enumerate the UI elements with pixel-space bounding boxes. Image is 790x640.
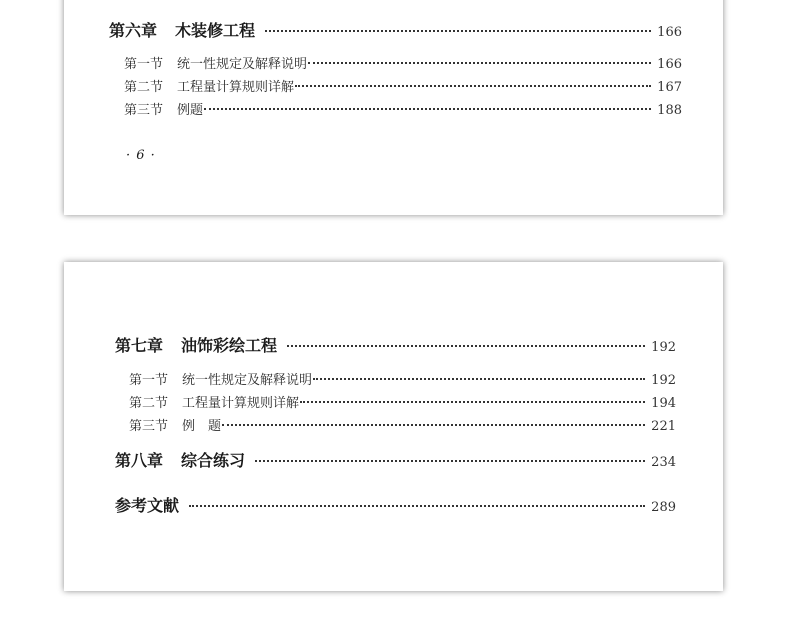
section-number: 第一节 bbox=[129, 373, 169, 388]
chapter-name: 油饰彩绘工程 bbox=[181, 336, 278, 355]
page-number: 192 bbox=[651, 373, 676, 388]
chapter-number: 第八章 bbox=[115, 451, 164, 470]
references-title: 参考文献 bbox=[115, 496, 180, 515]
dot-leader bbox=[300, 401, 645, 403]
toc-section-6-2 bbox=[124, 76, 682, 95]
section-number: 第一节 bbox=[124, 57, 164, 72]
section-number: 第三节 bbox=[129, 419, 169, 434]
toc-section-7-2 bbox=[129, 392, 676, 411]
dot-leader bbox=[308, 62, 651, 64]
dot-leader bbox=[189, 505, 645, 507]
dot-leader bbox=[222, 424, 645, 426]
page-number: 166 bbox=[657, 57, 682, 72]
section-title bbox=[129, 392, 299, 411]
page-number: 166 bbox=[657, 25, 682, 40]
page-number: 194 bbox=[651, 396, 676, 411]
page-number: 192 bbox=[651, 340, 676, 355]
page-number: 188 bbox=[657, 103, 682, 118]
section-title bbox=[124, 99, 203, 118]
section-number: 第二节 bbox=[129, 396, 169, 411]
section-name: 工程量计算规则详解 bbox=[177, 80, 295, 95]
toc-references bbox=[115, 493, 676, 516]
dot-leader bbox=[265, 30, 651, 32]
section-number: 第二节 bbox=[124, 80, 164, 95]
toc-section-6-1 bbox=[124, 53, 682, 72]
chapter-title bbox=[115, 333, 277, 356]
toc-section-7-3 bbox=[129, 415, 676, 434]
chapter-name: 木装修工程 bbox=[175, 21, 256, 40]
chapter-number: 第六章 bbox=[109, 21, 158, 40]
section-number: 第三节 bbox=[124, 103, 164, 118]
page-number: 221 bbox=[651, 419, 676, 434]
section-name: 例题 bbox=[177, 103, 204, 118]
toc-chapter-6 bbox=[109, 18, 682, 41]
dot-leader bbox=[204, 108, 651, 110]
section-title bbox=[129, 415, 221, 434]
section-name: 统一性规定及解释说明 bbox=[182, 373, 313, 388]
toc-chapter-8 bbox=[115, 448, 676, 471]
dot-leader bbox=[255, 460, 645, 462]
section-name: 例 题 bbox=[182, 419, 222, 434]
chapter-name: 综合练习 bbox=[181, 451, 246, 470]
dot-leader bbox=[287, 345, 645, 347]
page-number: 289 bbox=[651, 500, 676, 515]
toc-page-top bbox=[64, 0, 723, 215]
section-name: 统一性规定及解释说明 bbox=[177, 57, 308, 72]
chapter-title bbox=[109, 18, 255, 41]
folio-page-number: · 6 · bbox=[126, 148, 156, 163]
dot-leader bbox=[295, 85, 651, 87]
chapter-number: 第七章 bbox=[115, 336, 164, 355]
section-title bbox=[124, 76, 294, 95]
section-title bbox=[124, 53, 307, 72]
toc-section-6-3 bbox=[124, 99, 682, 118]
section-title bbox=[129, 369, 312, 388]
section-name: 工程量计算规则详解 bbox=[182, 396, 300, 411]
toc-page-bottom bbox=[64, 262, 723, 591]
toc-chapter-7 bbox=[115, 333, 676, 356]
toc-section-7-1 bbox=[129, 369, 676, 388]
dot-leader bbox=[313, 378, 645, 380]
chapter-title bbox=[115, 448, 245, 471]
page-number: 234 bbox=[651, 455, 676, 470]
page-number: 167 bbox=[657, 80, 682, 95]
